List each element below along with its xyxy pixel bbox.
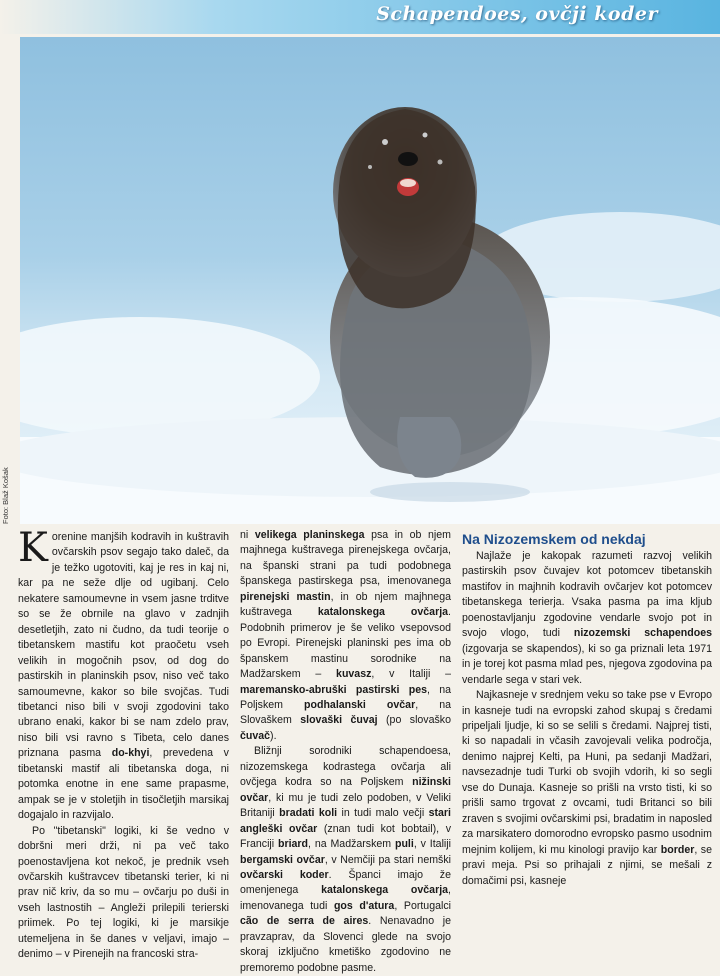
bold-term: stari angleški ovčar (240, 807, 452, 835)
page-title: Schapendoes, ovčji koder (376, 3, 658, 25)
article-column-1 (18, 525, 229, 963)
bold-term: ovčarski koder (240, 868, 329, 881)
bold-term: pirenejski mastin (240, 590, 331, 603)
bold-term: do-khyi (111, 747, 150, 760)
bold-term: border (660, 843, 695, 856)
bold-term: maremansko-abruški pastirski pes (240, 683, 427, 696)
bold-term: katalonskega ovčarja (321, 884, 449, 897)
bold-term: podhalanski ovčar (304, 698, 416, 711)
title-bar (0, 0, 720, 34)
paragraph: Najlaže je kakopak razumeti razvoj velikih pastirskih psov čuvajev kot potomcev tibetanskih mastifov in majhnih kodravih ovčarjev kot potomcev tibetanskega terierja. Vsaka pasma pa ima kljub poenostavljanju zgodovine vendarle svojo pot in svojo vlogo, tudi nizozemski schapendoes (izgovarja se skapendos), ki so ga priznali leta 1971 in je torej kot pasma mlad pes, njegova zgodovina pa vendarle sega v stari vek. (462, 550, 712, 686)
bold-term: bergamski ovčar (240, 853, 325, 866)
article-column-3 (462, 530, 712, 889)
bold-term: bradati koli (279, 807, 338, 820)
paragraph: Najkasneje v srednjem veku so take pse v Evropo in kasneje tudi na evropski zahod skupaj s čredami pripeljali ljudje, ki so se selili s čredami. Najprej tisti, ki so napadali in včasih zavojevali velika področja, denimo najprej Kelti, pa Huni, pa sedanji Madžari, navsezadnje tudi Turki ob svojih vdorih, ki so segli vse do Dunaja. Kasneje so prišli na vrsto tisti, ki so prišli samo trgovat z ovcami, tudi Britanci so bili zraven s svojimi ovčarskimi psi, bradatim in naposled za marsikatero domorodno evropsko pasmo usodnim mejnim kolijem, ki mu kinologi pravijo kar border, se pravi meja. Psi so prihajali z njimi, se mešali z domačimi psi, kasneje (462, 689, 712, 887)
photo-credit: Foto: Blaž Košak (1, 467, 10, 524)
paragraph (18, 525, 229, 824)
bold-term: nižinski ovčar (240, 776, 451, 804)
article-column-2 (240, 528, 451, 976)
paragraph: Bližnji sorodniki schapendoesa, nizozemskega kodrastega ovčarja ali ovčjega kodra so na Poljskem nižinski ovčar, ki mu je tudi zelo podoben, v Veliki Britaniji bradati koli in tudi malo večji stari angleški ovčar (znan tudi kot bobtail), v Franciji briard, na Madžarskem puli, v Italiji bergamski ovčar, v Nemčiji pa stari nemški ovčarski koder. Španci imajo že omenjenega katalonskega ovčarja, imenovanega tudi gos d'atura, Portugalci cão de serra de aires. Nenavadno je pravzaprav, da Slovenci glede na svojo skoraj izključno kmetiško zgodovino ne premoremo podobne pasme. (240, 745, 452, 974)
bold-term: kuvasz (336, 668, 372, 681)
bold-term: slovaški čuvaj (300, 714, 378, 727)
bold-term: gos d'atura (333, 899, 395, 912)
paragraph: Po "tibetanski" logiki, ki še vedno v dobršni meri drži, ni pa več tako poenostavljena kot nekoč, je prednik vseh ovčarskih kuštravcev tibetanski terier, ki ni prav nič kriv, da so mu – ovčarju po duši in vseh lastnostih – Angleži prilepili terierski priimek. Po tej logiki, ki je marsikje utemeljena in še danes v veljavi, imajo – denimo – v Pirenejih na francoski stra- (18, 824, 229, 961)
bold-term: katalonskega ovčarja (317, 606, 449, 619)
bold-term: puli (394, 838, 414, 851)
section-heading: Na Nizozemskem od nekdaj (462, 531, 646, 547)
bold-term: velikega planinskega (254, 529, 365, 541)
bold-term: briard (278, 838, 309, 851)
bold-term: čuvač (240, 729, 271, 742)
bold-term: cão de serra de aires (240, 915, 369, 928)
hero-photo (20, 37, 720, 524)
dog-in-snow-image (20, 37, 720, 524)
paragraph: ni velikega planinskega psa in ob njem majhnega kuštravega pirenejskega ovčarja, na španski strani pa tudi podobnega španskega pastirskega psa, imenovanega pirenejski mastin, in ob njem majhnega kuštravega katalonskega ovčarja. Podobnih primerov je še veliko vsepovsod po Evropi. Pirenejski planinski pes ima ob španskem mastinu sorodnike na Madžarskem – kuvasz, v Italiji – maremansko-abruški pastirski pes, na Poljskem podhalanski ovčar, na Slovaškem slovaški čuvaj (po slovaško čuvač). (240, 529, 451, 742)
bold-term: nizozemski schapendoes (573, 627, 712, 640)
paragraph-text: orenine manjših kodravih in kuštravih ovčarskih psov segajo tako daleč, da je težko ugotoviti, kaj je res in kaj ni, kar pa ne seže dlje od ugibanj. Celo nekatere samoumevne in vsem jasne trditve so se že obrnile na glavo v zadnjih desetletjih, zato ni čudno, da tudi teorije o tibetanskem mastifu kot praočetu vseh velikih in mogočnih psov, od dog do pastirskih in planinskih psov, niso več tako samoumevne, kakor so bile svojčas. Tudi tibetanci niso bili v svoji zgodovini tako ubrano enaki, kakor bi se nam zdelo prav, niso bili vsi ravno s Tibeta, celo danes priznana pasma do-khyi, prevedena v tibetanski mastif ali tibetanska doga, ni potomka enotne in ene same prapasme, ampak se je v stoletjih in tisočletjih marsikaj dogajalo in razvijalo. (18, 531, 229, 822)
dropcap: K (18, 525, 48, 571)
